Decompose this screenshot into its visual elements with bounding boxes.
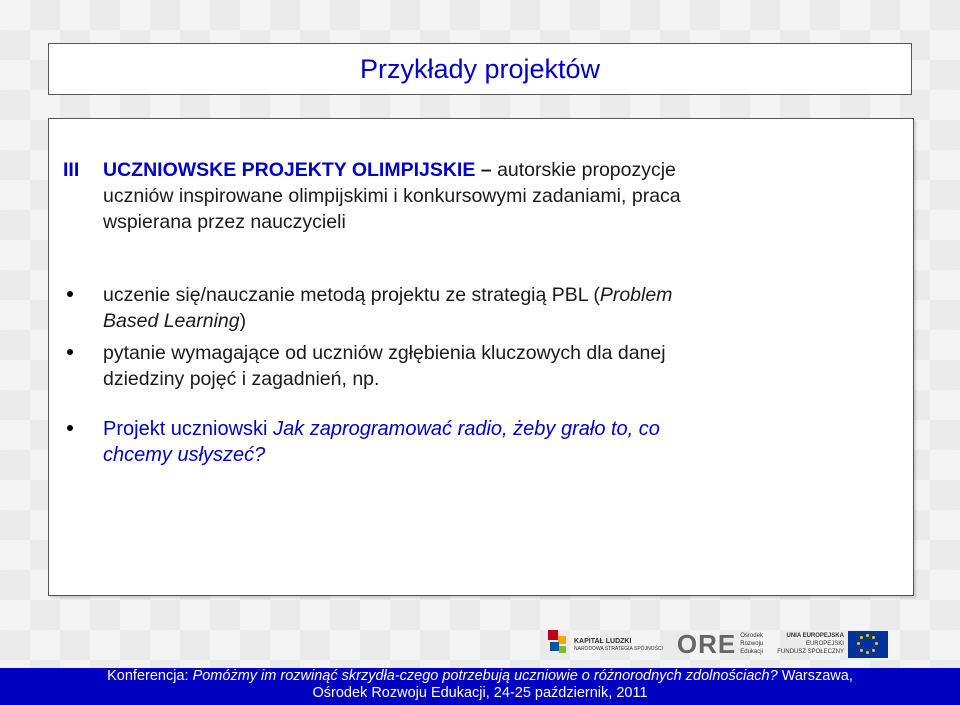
section-heading: UCZNIOWSKE PROJEKTY OLIMPIJSKIE: [103, 159, 476, 181]
eu-text-3: FUNDUSZ SPOŁECZNY: [777, 649, 844, 655]
bullet-list: [63, 282, 903, 474]
logo-strip: [548, 622, 888, 666]
intro-text-line3: wspierana przez nauczycieli: [103, 211, 346, 233]
bullet-1-end: ): [239, 310, 247, 332]
content-box: [48, 118, 914, 596]
intro-paragraph: [63, 157, 903, 235]
kapital-ludzki-text: KAPITAŁ LUDZKI: [574, 637, 632, 645]
bullet-icon: [63, 340, 103, 392]
bullet-icon: [63, 416, 103, 468]
bullet-2-line2: dziedziny pojęć i zagadnień, np.: [103, 368, 380, 390]
footer-conference-title: Pomóżmy im rozwinąć skrzydła-czego potrzebują uczniowie o różnorodnych zdolnościach?: [192, 668, 778, 684]
eu-text-1: UNIA EUROPEJSKA: [786, 633, 844, 639]
footer-line2: Ośrodek Rozwoju Edukacji, 24-25 październik, 2011: [312, 685, 648, 701]
eu-logo: [777, 631, 888, 658]
title-box: [48, 43, 912, 95]
list-item: [63, 282, 903, 334]
bullet-1-italic: Problem: [599, 284, 673, 306]
list-item: [63, 340, 903, 392]
bullet-2-line1: pytanie wymagające od uczniów zgłębienia kluczowych dla danej: [103, 342, 666, 364]
footer-place: Warszawa,: [777, 668, 853, 684]
project-title-line1: Jak zaprogramować radio, żeby grało to, co: [273, 418, 660, 440]
ore-sub-1: Ośrodek: [740, 633, 763, 639]
eu-flag-icon: [848, 631, 888, 658]
ore-text: ORE: [676, 628, 737, 659]
section-number: III: [63, 159, 80, 181]
ore-logo: [677, 629, 763, 660]
footer: [0, 668, 960, 705]
eu-text-2: EUROPEJSKI: [805, 641, 844, 647]
bullet-icon: [63, 282, 103, 334]
kapital-ludzki-icon: [548, 630, 568, 658]
intro-text-line2: uczniów inspirowane olimpijskimi i konkursowymi zadaniami, praca: [103, 185, 681, 207]
ore-sub-2: Rozwoju: [740, 641, 764, 647]
kapital-ludzki-logo: [548, 630, 663, 658]
project-prefix: Projekt uczniowski: [103, 418, 274, 440]
section-dash: –: [480, 159, 492, 181]
project-title-line2: chcemy usłyszeć?: [103, 444, 266, 466]
page-title: Przykłady projektów: [359, 53, 601, 84]
kapital-ludzki-subtext: NARODOWA STRATEGIA SPÓJNOŚCI: [574, 645, 663, 652]
ore-sub-3: Edukacji: [740, 649, 763, 655]
intro-text-line1: autorskie propozycje: [497, 159, 676, 181]
footer-label: Konferencja:: [107, 668, 193, 684]
bullet-1-italic-line2: Based Learning: [103, 310, 240, 332]
list-item-project: [63, 416, 903, 468]
bullet-1-text: uczenie się/nauczanie metodą projektu ze strategią PBL (: [103, 284, 600, 306]
